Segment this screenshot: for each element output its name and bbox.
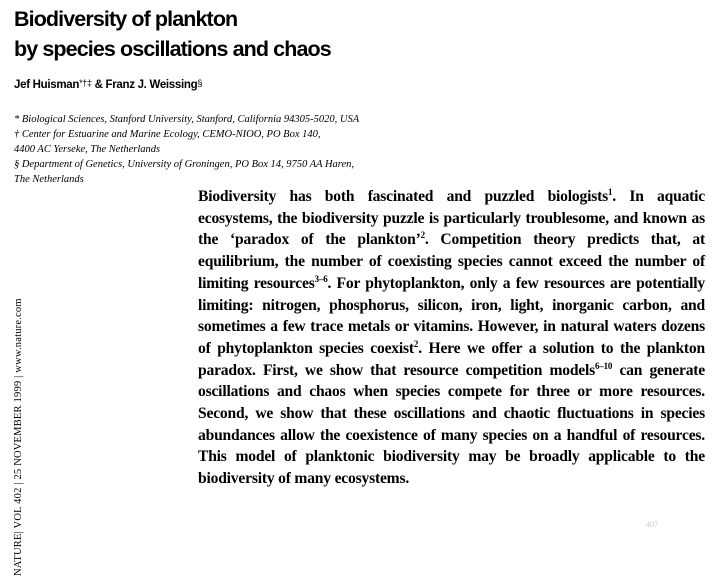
affiliation-cemo-line-2: 4400 AC Yerseke, The Netherlands bbox=[14, 144, 161, 155]
journal-citation-vertical: NATURE| VOL 402 | 25 NOVEMBER 1999 | www.nature.com bbox=[13, 298, 24, 576]
author-separator: & bbox=[91, 79, 106, 91]
title-line-1: Biodiversity of plankton bbox=[14, 7, 238, 31]
abstract-paragraph bbox=[198, 186, 705, 490]
author-weissing: Franz J. Weissing bbox=[105, 79, 198, 91]
citation-ref: 6–10 bbox=[595, 360, 613, 371]
affiliation-groningen-line-2: The Netherlands bbox=[14, 174, 84, 185]
citation-ref: 3–6 bbox=[314, 273, 328, 284]
abstract-text: can generate oscillations and chaos when species compete for three or more resources. Second, we show that these oscillations and chaotic fluctuations in species abundances allow the coexistence of many species on a handful of resources. This model of planktonic biodiversity may be broadly applicable to the biodiversity of many ecosystems. bbox=[198, 361, 706, 488]
citation-ref: 2 bbox=[420, 230, 425, 241]
author-weissing-marks: § bbox=[197, 78, 203, 88]
citation-ref: 2 bbox=[413, 338, 419, 349]
author-huisman-marks: *†‡ bbox=[79, 78, 92, 88]
abstract-text: . In aquatic ecosystems, the biodiversity puzzle is particularly troublesome, and known as the ‘paradox of the plankton’ bbox=[198, 188, 706, 249]
affiliation-stanford: * Biological Sciences, Stanford University, Stanford, California 94305-5020, USA bbox=[14, 114, 360, 125]
page-number: 407 bbox=[646, 520, 658, 529]
affiliation-groningen-line-1: § Department of Genetics, University of Groningen, PO Box 14, 9750 AA Haren, bbox=[14, 159, 355, 170]
abstract-text: . For phytoplankton, only a few resources are potentially limiting: nitrogen, phosphorus, silicon, iron, light, inorganic carbon, and sometimes a few trace metals or vitamins. However, in natural waters dozens of phytoplankton species coexist bbox=[198, 274, 705, 357]
affiliation-cemo-line-1: † Center for Estuarine and Marine Ecology, CEMO-NIOO, PO Box 140, bbox=[14, 129, 321, 140]
citation-ref: 1 bbox=[607, 187, 613, 197]
abstract-text: . Here we offer a solution to the plankton paradox. First, we show that resource competition models bbox=[198, 339, 705, 379]
article-title bbox=[14, 4, 331, 64]
author-list bbox=[14, 79, 202, 91]
author-huisman: Jef Huisman bbox=[14, 79, 80, 91]
abstract-text: Biodiversity has both fascinated and puzzled biologists bbox=[198, 188, 608, 205]
affiliations bbox=[14, 112, 444, 187]
title-line-2: by species oscillations and chaos bbox=[14, 37, 331, 61]
abstract-text: . Competition theory predicts that, at equilibrium, the number of coexisting species cannot exceed the number of limiting resources bbox=[198, 231, 705, 292]
